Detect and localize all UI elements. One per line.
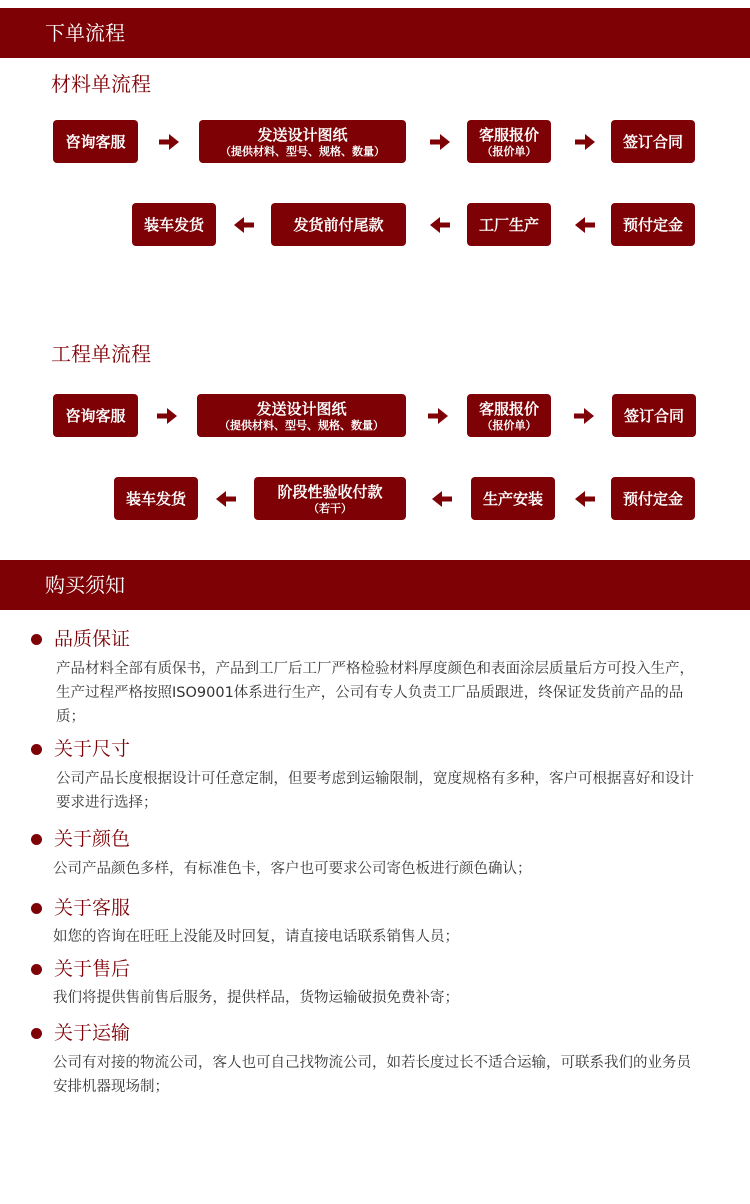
engineering-step-quote <box>467 394 551 437</box>
arrow-left-icon <box>574 214 596 236</box>
material-step-quote <box>467 120 551 163</box>
engineering-step-installation <box>471 477 555 520</box>
purchase-notice-title: 购买须知 <box>45 573 125 597</box>
material-step-send-drawings <box>199 120 406 163</box>
notice-title-shipping: 关于运输 <box>54 1022 131 1044</box>
notice-body-after-sales: 我们将提供售前售后服务，提供样品，货物运输破损免费补寄； <box>53 990 459 1006</box>
notice-body-shipping: 公司有对接的物流公司，客人也可自己找物流公司，如若长度过长不适合运输，可联系我们的业务员安排机器现场制； <box>53 1055 691 1095</box>
material-step-production <box>467 203 551 246</box>
arrow-right-icon <box>429 131 451 153</box>
notice-title-color: 关于颜色 <box>54 828 131 850</box>
material-step-deposit <box>611 203 695 246</box>
step-label: 客服报价 <box>478 399 539 418</box>
bullet-dot-icon <box>31 634 42 645</box>
notice-title-service: 关于客服 <box>54 897 131 919</box>
step-sublabel: （报价单） <box>481 144 537 158</box>
notice-body-size: 公司产品长度根据设计可任意定制，但要考虑到运输限制，宽度规格有多种，客户可根据喜好和设计要求进行选择； <box>56 771 694 811</box>
arrow-right-icon <box>574 131 596 153</box>
engineering-step-deposit <box>611 477 695 520</box>
step-label: 发送设计图纸 <box>257 125 348 144</box>
arrow-right-icon <box>158 131 180 153</box>
material-flow-title: 材料单流程 <box>51 72 151 96</box>
notice-body-color: 公司产品颜色多样，有标准色卡，客户也可要求公司寄色板进行颜色确认； <box>53 861 532 877</box>
engineering-step-stage-payment <box>254 477 406 520</box>
purchase-notice-banner <box>0 560 750 610</box>
arrow-left-icon <box>429 214 451 236</box>
step-label: 发货前付尾款 <box>293 215 384 234</box>
arrow-right-icon <box>427 405 449 427</box>
notice-body-service: 如您的咨询在旺旺上没能及时回复，请直接电话联系销售人员； <box>53 929 459 945</box>
arrow-left-icon <box>215 488 237 510</box>
arrow-right-icon <box>573 405 595 427</box>
step-label: 预付定金 <box>622 215 683 234</box>
step-sublabel: （提供材料、型号、规格、数量） <box>220 144 385 158</box>
step-sublabel: （提供材料、型号、规格、数量） <box>219 418 384 432</box>
step-label: 生产安装 <box>482 489 543 508</box>
step-label: 预付定金 <box>622 489 683 508</box>
bullet-dot-icon <box>31 744 42 755</box>
step-label: 签订合同 <box>623 406 684 425</box>
engineering-flow-title: 工程单流程 <box>51 342 151 366</box>
step-label: 阶段性验收付款 <box>277 482 383 501</box>
step-sublabel: （若干） <box>308 501 352 515</box>
step-label: 咨询客服 <box>65 406 126 425</box>
material-step-contract <box>611 120 695 163</box>
arrow-left-icon <box>431 488 453 510</box>
step-label: 装车发货 <box>125 489 186 508</box>
material-step-consult <box>53 120 138 163</box>
arrow-left-icon <box>233 214 255 236</box>
step-label: 装车发货 <box>143 215 204 234</box>
notice-body-quality: 产品材料全部有质保书，产品到工厂后工厂严格检验材料厚度颜色和表面涂层质量后方可投入生产，生产过程严格按照ISO9001体系进行生产，公司有专人负责工厂品质跟进，终保证发货前产品的品质； <box>56 661 694 725</box>
arrow-left-icon <box>574 488 596 510</box>
order-process-banner <box>0 8 750 58</box>
bullet-dot-icon <box>31 834 42 845</box>
bullet-dot-icon <box>31 1028 42 1039</box>
material-step-balance-payment <box>271 203 406 246</box>
arrow-right-icon <box>156 405 178 427</box>
bullet-dot-icon <box>31 964 42 975</box>
step-sublabel: （报价单） <box>481 418 537 432</box>
step-label: 工厂生产 <box>478 215 539 234</box>
notice-title-after-sales: 关于售后 <box>54 958 131 980</box>
order-process-title: 下单流程 <box>45 21 125 45</box>
step-label: 咨询客服 <box>65 132 126 151</box>
step-label: 发送设计图纸 <box>256 399 347 418</box>
engineering-step-shipping <box>114 477 198 520</box>
engineering-step-consult <box>53 394 138 437</box>
notice-title-quality: 品质保证 <box>54 628 131 650</box>
bullet-dot-icon <box>31 903 42 914</box>
material-step-shipping <box>132 203 216 246</box>
engineering-step-send-drawings <box>197 394 406 437</box>
notice-title-size: 关于尺寸 <box>54 738 131 760</box>
engineering-step-contract <box>612 394 696 437</box>
step-label: 签订合同 <box>622 132 683 151</box>
step-label: 客服报价 <box>478 125 539 144</box>
